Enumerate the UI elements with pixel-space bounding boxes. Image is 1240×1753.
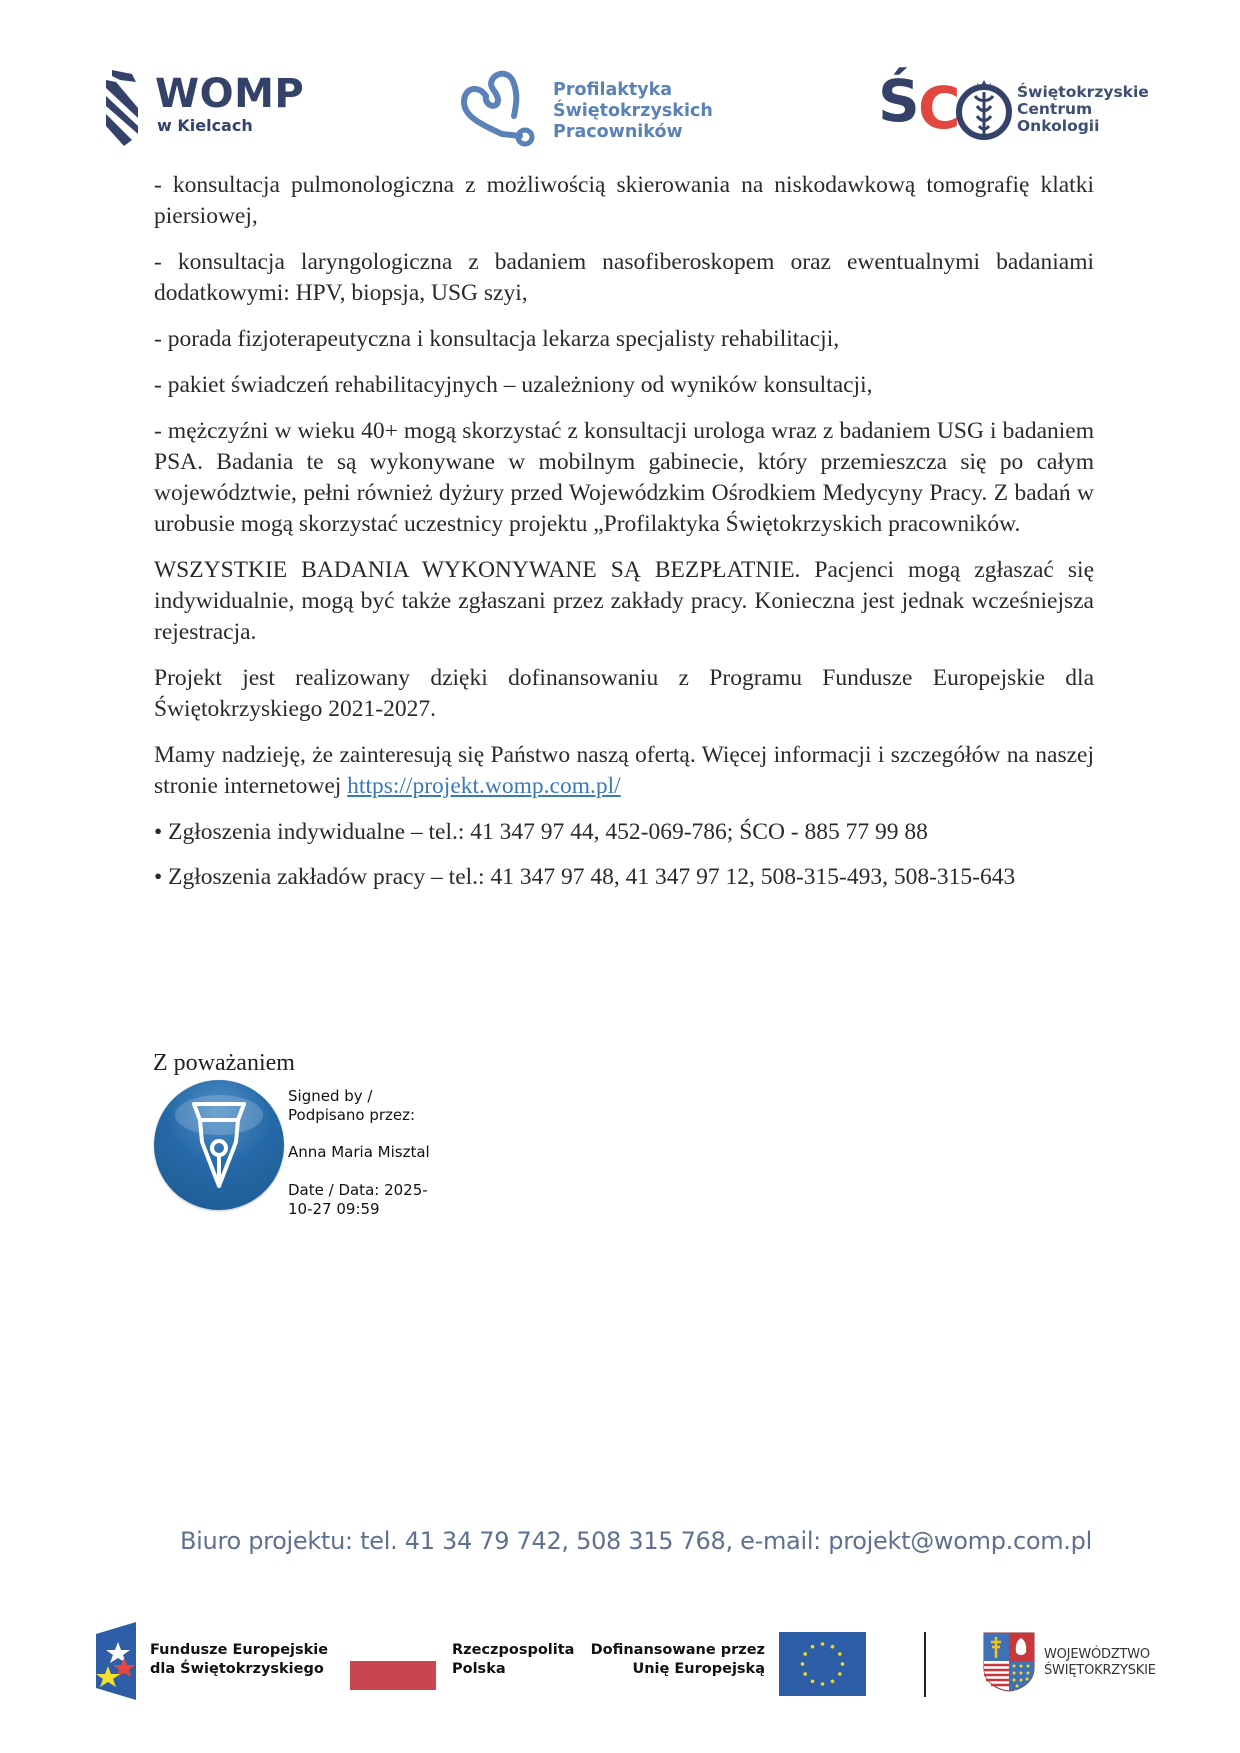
rp-label [452, 1641, 574, 1679]
poland-flag-white [350, 1631, 436, 1661]
paragraph-laryngology: - konsultacja laryngologiczna z badaniem nasofiberoskopem oraz ewentualnymi badaniami dodatkowymi: HPV, biopsja, USG szyi, [154, 249, 1094, 306]
signer-name: Anna Maria Misztal [288, 1143, 430, 1161]
project-logo-text [553, 80, 713, 143]
contact-individual: • Zgłoszenia indywidualne – tel.: 41 347 97 44, 452-069-786; ŚCO - 885 77 99 88 [154, 819, 928, 845]
fundusze-europejskie-icon [96, 1622, 136, 1700]
project-logo-line: Profilaktyka [553, 80, 673, 100]
eu-label [560, 1641, 765, 1679]
heart-stethoscope-icon [458, 66, 538, 150]
paragraph-physiotherapy: - porada fizjoterapeutyczna i konsultacja lekarza specjalisty rehabilitacji, [154, 326, 840, 352]
signed-by-line-1: Signed by / [288, 1087, 373, 1105]
coat-of-arms-icon [983, 1632, 1035, 1692]
paragraph-free-exams: WSZYSTKIE BADANIA WYKONYWANE SĄ BEZPŁATNIE. Pacjenci mogą zgłaszać się indywidualnie, mogą być także zgłaszani przez zakłady pracy. Konieczna jest jednak wcześniejsza rejestracja. [154, 557, 1094, 645]
fe-label-line: dla Świętokrzyskiego [150, 1661, 324, 1677]
paragraph-rehabilitation: - pakiet świadczeń rehabilitacyjnych – uzależniony od wyników konsultacji, [154, 372, 873, 398]
eu-label-line: Unię Europejską [632, 1661, 765, 1677]
project-logo-line: Pracowników [553, 122, 683, 142]
contact-employers: • Zgłoszenia zakładów pracy – tel.: 41 347 97 48, 41 347 97 12, 508-315-493, 508-315-643 [154, 864, 1016, 890]
womp-subtitle: w Kielcach [157, 116, 253, 135]
project-website-link[interactable]: https://projekt.womp.com.pl/ [347, 773, 621, 799]
voivodeship-label [1044, 1647, 1156, 1679]
project-office-contact: Biuro projektu: tel. 41 34 79 742, 508 315 768, e-mail: projekt@womp.com.pl [180, 1527, 1092, 1555]
sco-logo-line: Świętokrzyskie [1017, 83, 1149, 101]
paragraph-funding: Projekt jest realizowany dzięki dofinansowaniu z Programu Fundusze Europejskie dla Świętokrzyskiego 2021-2027. [154, 665, 1094, 722]
sco-logo-text [1017, 84, 1149, 135]
footer-divider [924, 1632, 926, 1697]
fe-label-line: Fundusze Europejskie [150, 1642, 329, 1658]
womp-emblem-icon [102, 68, 142, 148]
eu-flag-icon [779, 1632, 866, 1696]
sco-logo-line: Onkologii [1017, 117, 1100, 135]
sco-logo-line: Centrum [1017, 100, 1093, 118]
closing-text: Mamy nadzieję, że zainteresują się Państwo naszą ofertą. Więcej informacji i szczegółów na naszej stronie internetowej [154, 742, 1094, 799]
project-logo-line: Świętokrzyskich [553, 101, 713, 121]
rp-label-line: Polska [452, 1661, 506, 1677]
sco-mark-s: Ś [878, 67, 917, 135]
voivodeship-label-line: WOJEWÓDZTWO [1044, 1647, 1150, 1662]
regards-text: Z poważaniem [153, 1050, 295, 1076]
paragraph-urology: - mężczyźni w wieku 40+ mogą skorzystać z konsultacji urologa wraz z badaniem USG i badaniem PSA. Badania te są wykonywane w mobilnym gabinecie, który przemieszcza się po całym województwie, pełni również dyżury przed Wojewódzkim Ośrodkiem Medycyny Pracy. Z badań w urobusie mogą skorzystać uczestnicy projektu „Profilaktyka Świętokrzyskich pracowników. [154, 418, 1094, 537]
date-line-2: 10-27 09:59 [288, 1200, 380, 1218]
paragraph-closing [154, 740, 1094, 802]
sco-mark-c: C [918, 74, 961, 142]
date-line-1: Date / Data: 2025- [288, 1181, 428, 1199]
eu-label-line: Dofinansowane przez [590, 1642, 765, 1658]
letter-body [154, 170, 1094, 908]
fe-label [150, 1641, 328, 1679]
fountain-pen-nib-icon [154, 1080, 284, 1210]
voivodeship-label-line: ŚWIĘTOKRZYSKIE [1044, 1663, 1156, 1678]
digital-signature-badge [154, 1080, 284, 1210]
paragraph-pulmonology: - konsultacja pulmonologiczna z możliwością skierowania na niskodawkową tomografię klatki piersiowej, [154, 172, 1094, 229]
signature-date [288, 1181, 428, 1219]
signed-by-label [288, 1087, 415, 1125]
rp-label-line: Rzeczpospolita [452, 1642, 575, 1658]
signed-by-line-2: Podpisano przez: [288, 1106, 416, 1124]
womp-title: WOMP [155, 71, 305, 117]
caduceus-icon [955, 76, 1013, 142]
poland-flag-red [350, 1661, 436, 1690]
